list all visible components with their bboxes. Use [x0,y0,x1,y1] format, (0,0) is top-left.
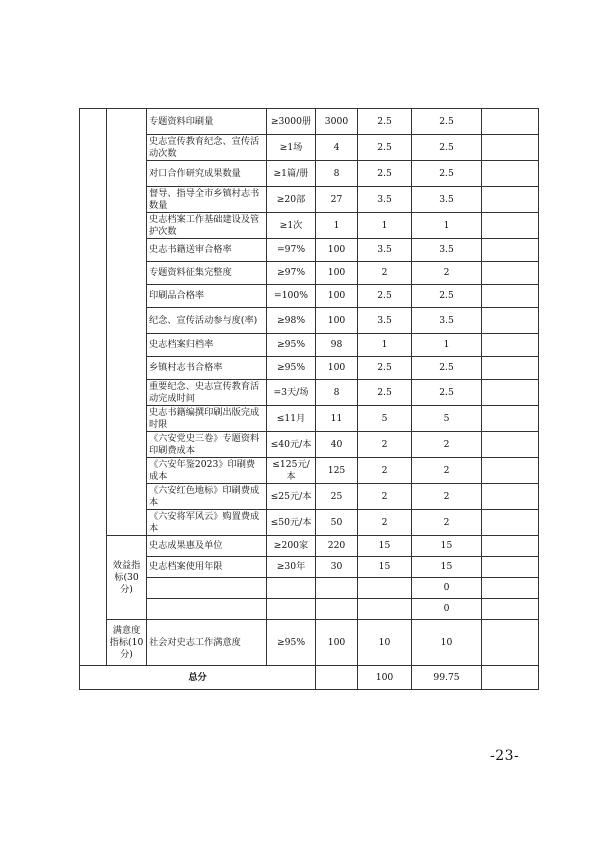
indicator-name: 史志档案使用年限 [147,557,267,578]
weight-score: 2.5 [358,380,412,406]
indicator-name: 史志书籍编撰印刷出版完成时限 [147,406,267,432]
weight-score: 2 [358,432,412,458]
remark-cell [482,536,539,557]
remark-cell [482,285,539,308]
actual-value: 100 [316,239,358,262]
table-row [80,557,539,578]
target-value: ≤125元/本 [267,458,316,484]
weight-score: 1 [358,213,412,239]
target-value: ≥1场 [267,135,316,161]
target-value: ≥95% [267,620,316,666]
table-row [80,239,539,262]
table-row [80,334,539,357]
table-row [80,357,539,380]
table-row [80,510,539,536]
weight-score: 2 [358,484,412,510]
evaluation-score: 15 [412,557,482,578]
weight-score: 2 [358,458,412,484]
indicator-name: 专题资料征集完整度 [147,262,267,285]
table-row [80,213,539,239]
actual-value: 8 [316,380,358,406]
weight-score: 2.5 [358,161,412,187]
weight-score: 15 [358,557,412,578]
evaluation-score: 1 [412,213,482,239]
evaluation-score: 3.5 [412,308,482,334]
table-row [80,578,539,599]
table-row [80,620,539,666]
table-row [80,109,539,135]
indicator-name: 督导、指导全市乡镇村志书数量 [147,187,267,213]
total-label: 总分 [80,666,316,690]
target-value: ≥1次 [267,213,316,239]
weight-score: 2.5 [358,109,412,135]
remark-cell [482,161,539,187]
remark-cell [482,187,539,213]
empty-cell [358,599,412,620]
actual-value: 4 [316,135,358,161]
evaluation-score: 2 [412,262,482,285]
evaluation-score: 0 [412,599,482,620]
remark-cell [482,510,539,536]
remark-cell [482,432,539,458]
actual-value: 98 [316,334,358,357]
remark-cell [482,406,539,432]
target-value: ≤40元/本 [267,432,316,458]
target-value: ≥1篇/册 [267,161,316,187]
indicator-name: 印刷品合格率 [147,285,267,308]
table-row [80,262,539,285]
indicator-name: 乡镇村志书合格率 [147,357,267,380]
page-number: -23- [490,748,520,764]
table-row [80,308,539,334]
weight-score: 2.5 [358,357,412,380]
actual-value: 1 [316,213,358,239]
target-value: ≥3000册 [267,109,316,135]
table-row [80,380,539,406]
indicator-name: 社会对史志工作满意度 [147,620,267,666]
target-value: ≥20部 [267,187,316,213]
table-row [80,406,539,432]
weight-score: 2 [358,510,412,536]
target-value: =97% [267,239,316,262]
actual-value: 3000 [316,109,358,135]
empty-cell [147,599,267,620]
indicator-name: 重要纪念、史志宣传教育活动完成时间 [147,380,267,406]
evaluation-score: 2.5 [412,135,482,161]
remark-cell [482,620,539,666]
remark-cell [482,458,539,484]
actual-value: 220 [316,536,358,557]
evaluation-score: 3.5 [412,187,482,213]
empty-cell [267,578,316,599]
actual-value: 30 [316,557,358,578]
target-value: ≥95% [267,334,316,357]
table-row [80,187,539,213]
weight-score: 10 [358,620,412,666]
evaluation-score: 1 [412,334,482,357]
remark-cell [482,357,539,380]
remark-cell [482,380,539,406]
remark-cell [482,334,539,357]
indicator-name: 史志书籍送审合格率 [147,239,267,262]
evaluation-score: 2.5 [412,109,482,135]
evaluation-score: 10 [412,620,482,666]
empty-cell [316,578,358,599]
evaluation-score: 2 [412,510,482,536]
actual-value: 27 [316,187,358,213]
indicator-name: 史志档案归档率 [147,334,267,357]
remark-cell [482,308,539,334]
table-row [80,432,539,458]
weight-score: 2 [358,262,412,285]
evaluation-score: 2 [412,484,482,510]
target-value: =3天/场 [267,380,316,406]
remark-cell [482,557,539,578]
indicator-name: 《六安党史三卷》专题资料印刷费成本 [147,432,267,458]
evaluation-score: 2 [412,458,482,484]
total-score: 99.75 [412,666,482,690]
evaluation-score: 2.5 [412,380,482,406]
remark-cell [482,213,539,239]
target-value: ≥97% [267,262,316,285]
remark-cell [482,484,539,510]
actual-value: 125 [316,458,358,484]
remark-cell [482,262,539,285]
indicator-name: 《六安年鉴2023》印刷费成本 [147,458,267,484]
empty-cell [147,578,267,599]
performance-table [79,108,539,690]
evaluation-score: 0 [412,578,482,599]
target-value: ≤25元/本 [267,484,316,510]
weight-score: 1 [358,334,412,357]
remark-cell [482,239,539,262]
actual-value: 25 [316,484,358,510]
indicator-name: 《六安将军风云》购置费成本 [147,510,267,536]
table-row [80,135,539,161]
indicator-name: 《六安红色地标》印刷费成本 [147,484,267,510]
weight-score: 3.5 [358,239,412,262]
actual-value: 50 [316,510,358,536]
indicator-name: 纪念、宣传活动参与度(率) [147,308,267,334]
indicator-name: 史志档案工作基础建设及管护次数 [147,213,267,239]
indicator-name: 对口合作研究成果数量 [147,161,267,187]
actual-value: 8 [316,161,358,187]
target-value: ≥95% [267,357,316,380]
remark-cell [482,578,539,599]
remark-cell [482,599,539,620]
target-value: ≤11月 [267,406,316,432]
indicator-name: 史志成果惠及单位 [147,536,267,557]
target-value: ≥30年 [267,557,316,578]
actual-value: 100 [316,357,358,380]
actual-value: 100 [316,308,358,334]
indicator-name: 专题资料印刷量 [147,109,267,135]
target-value: ≤50元/本 [267,510,316,536]
empty-cell [358,578,412,599]
table-row [80,484,539,510]
category-label-benefit: 效益指标(30分) [107,536,147,620]
evaluation-score: 2 [412,432,482,458]
weight-score: 2.5 [358,285,412,308]
total-weight: 100 [358,666,412,690]
actual-value: 100 [316,620,358,666]
remark-cell [482,109,539,135]
target-value: =100% [267,285,316,308]
weight-score: 3.5 [358,187,412,213]
empty-cell [267,599,316,620]
remark-cell [482,135,539,161]
actual-value: 100 [316,262,358,285]
empty-cell [316,599,358,620]
level1-blank-cell [80,109,107,666]
level2-blank-cell [107,109,147,536]
actual-value: 100 [316,285,358,308]
weight-score: 15 [358,536,412,557]
category-label-satisfaction: 满意度指标(10分) [107,620,147,666]
evaluation-score: 2.5 [412,285,482,308]
indicator-name: 史志宣传教育纪念、宣传活动次数 [147,135,267,161]
table-row [80,536,539,557]
weight-score: 3.5 [358,308,412,334]
actual-value: 11 [316,406,358,432]
table-row [80,161,539,187]
weight-score: 5 [358,406,412,432]
table-row [80,599,539,620]
weight-score: 2.5 [358,135,412,161]
evaluation-score: 2.5 [412,161,482,187]
evaluation-score: 2.5 [412,357,482,380]
evaluation-score: 15 [412,536,482,557]
actual-value: 40 [316,432,358,458]
target-value: ≥98% [267,308,316,334]
remark-cell [482,666,539,690]
table-row [80,458,539,484]
table-row-total [80,666,539,690]
evaluation-score: 3.5 [412,239,482,262]
empty-cell [316,666,358,690]
target-value: ≥200家 [267,536,316,557]
table-row [80,285,539,308]
evaluation-score: 5 [412,406,482,432]
